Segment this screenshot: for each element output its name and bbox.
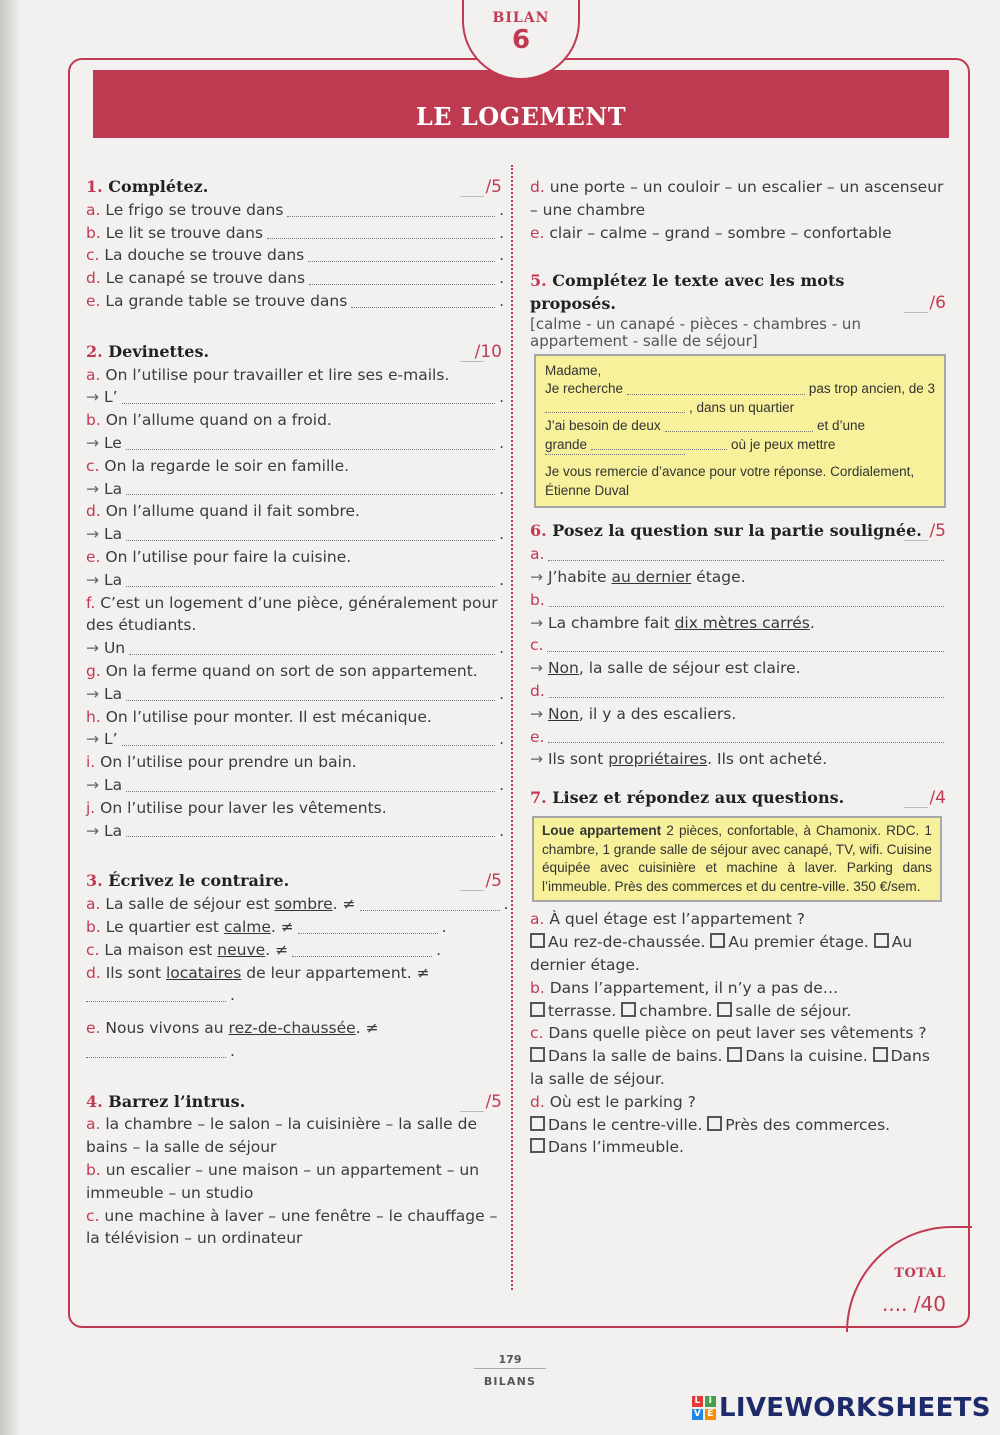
exercise-2-score: /10 <box>474 341 502 362</box>
ex3-answer-a[interactable] <box>360 910 500 911</box>
ex6-question-b[interactable] <box>549 606 944 607</box>
book-spine <box>0 0 18 1435</box>
ex2-answer-b[interactable] <box>126 449 495 450</box>
checkbox-icon <box>530 933 545 948</box>
checkbox-icon <box>530 1138 545 1153</box>
checkbox-icon <box>873 1047 888 1062</box>
ex4-item[interactable]: a. la chambre – le salon – la cuisinière – la salle de bains – la salle de séjour <box>86 1115 477 1157</box>
ex5-blank-1[interactable] <box>627 394 805 395</box>
ex2-answer-line: → Le . <box>86 433 504 452</box>
ex5-letter-box: Madame, Je recherche pas trop ancien, de 3 , dans un quartier J’ai besoin de deux et d’une grande où je peux mettre Je vous remercie d’avance pour votre réponse. Cordialement, Étienne Duval <box>534 354 946 509</box>
liveworksheets-logo-icon: L I V E <box>692 1396 716 1420</box>
ex1-answer-e[interactable] <box>351 307 495 308</box>
exercise-7-heading: 7. Lisez et répondez aux questions. /4 <box>530 788 946 809</box>
ex7-question-b: b. Dans l’appartement, il n’y a pas de… <box>530 978 839 997</box>
exercise-1-score: /5 <box>485 177 502 197</box>
exercise-5-heading: 5. Complétez le texte avec les mots proposés. /6 <box>530 271 946 314</box>
ex5-blank-5[interactable] <box>545 454 685 455</box>
ex2-answer-line: → La . <box>86 821 504 840</box>
checkbox-icon <box>874 933 889 948</box>
ex6-question-a[interactable] <box>548 560 944 561</box>
total-label: TOTAL <box>894 1266 946 1281</box>
checkbox-icon <box>710 933 725 948</box>
ex2-answer-line: → Un . <box>86 639 504 658</box>
exercise-6-heading: 6. Posez la question sur la partie soulignée. /5 <box>530 521 946 542</box>
ex3-item: d. Ils sont locataires de leur appartement. ≠ <box>86 963 430 982</box>
ex2-question: d. On l’allume quand il fait sombre. <box>86 502 360 521</box>
ex4-item[interactable]: b. un escalier – une maison – un appartement – un immeuble – un studio <box>86 1161 480 1202</box>
checkbox-option[interactable]: chambre. <box>621 1002 712 1020</box>
exercise-4-heading: 4. Barrez l’intrus. /5 <box>86 1091 502 1112</box>
ex2-question: i. On l’utilise pour prendre un bain. <box>86 753 357 772</box>
ex2-answer-h[interactable] <box>122 745 496 746</box>
checkbox-icon <box>717 1002 732 1017</box>
exercise-5 <box>530 270 948 508</box>
ex3-item: e. Nous vivons au rez-de-chaussée . ≠ <box>86 1019 379 1038</box>
ex6-answer: → Ils sont propriétaires. Ils ont acheté. <box>530 750 828 769</box>
exercise-1 <box>86 176 504 313</box>
ex1-answer-a[interactable] <box>287 216 495 217</box>
ex1-answer-b[interactable] <box>267 238 495 239</box>
bilan-label: BILAN <box>492 10 550 26</box>
ex3-item: a. La salle de séjour est sombre . ≠ . <box>86 895 509 914</box>
checkbox-icon <box>530 1002 545 1017</box>
ex7-options-a <box>530 931 948 977</box>
exercise-6: 6. Posez la question sur la partie soulignée. /5 a. → J’habite au dernier étage. b. → La chambre fait dix mètres carrés. c. → Non, la salle de séjour est claire. d. → Non, il y a des escaliers. e. → Ils sont propriétaires. Ils ont acheté. <box>530 520 948 771</box>
ex1-item: d. Le canapé se trouve dans . <box>86 269 504 288</box>
ex2-answer-line: → La . <box>86 570 504 589</box>
section-label: BILANS <box>483 1375 537 1388</box>
ex6-question-e[interactable] <box>548 742 944 743</box>
ex2-question: b. On l’allume quand on a froid. <box>86 411 332 430</box>
bilan-number: 6 <box>511 25 531 55</box>
left-column <box>86 176 509 1250</box>
ex2-answer-line: → L’ . <box>86 388 504 407</box>
exercise-7 <box>530 787 948 1159</box>
ex5-word-list: [calme - un canapé - pièces - chambres - un appartement - salle de séjour] <box>530 314 861 350</box>
ex2-answer-e[interactable] <box>126 586 495 587</box>
ex2-answer-line: → La . <box>86 775 504 794</box>
checkbox-icon <box>530 1116 545 1131</box>
ex2-answer-line: → La . <box>86 479 504 498</box>
ex2-question: e. On l’utilise pour faire la cuisine. <box>86 547 352 566</box>
exercise-2-heading: 2. Devinettes. /10 <box>86 341 502 362</box>
page-footer <box>460 1353 560 1388</box>
ex7-options-b <box>530 1000 948 1023</box>
ex6-answer: → Non, la salle de séjour est claire. <box>530 659 801 678</box>
ex2-answer-line: → La . <box>86 525 504 544</box>
checkbox-option[interactable]: Près des commerces. <box>707 1116 890 1134</box>
ex2-answer-j[interactable] <box>126 836 495 837</box>
ex2-answer-c[interactable] <box>126 494 495 495</box>
ex7-question-c: c. Dans quelle pièce on peut laver ses vêtements ? <box>530 1024 927 1043</box>
ex2-question: h. On l’utilise pour monter. Il est mécanique. <box>86 707 432 726</box>
ex2-answer-f[interactable] <box>129 654 495 655</box>
ex5-blank-4[interactable] <box>591 449 727 450</box>
ex1-item: b. Le lit se trouve dans . <box>86 223 504 242</box>
exercise-2 <box>86 341 504 843</box>
exercise-3-heading: 3. Écrivez le contraire. /5 <box>86 871 502 892</box>
exercise-6-score: /5 <box>929 521 946 542</box>
ex6-answer: → Non, il y a des escaliers. <box>530 704 737 723</box>
ex2-question: a. On l’utilise pour travailler et lire ses e-mails. <box>86 365 450 384</box>
ex2-question: c. On la regarde le soir en famille. <box>86 456 350 475</box>
ex5-blank-3[interactable] <box>665 431 813 432</box>
checkbox-option[interactable]: terrasse. <box>530 1002 616 1020</box>
page-number: 179 <box>474 1353 546 1369</box>
checkbox-option[interactable]: Au rez-de-chaussée. <box>530 933 705 951</box>
ex7-question-a: a. À quel étage est l’appartement ? <box>530 910 805 929</box>
checkbox-icon <box>707 1116 722 1131</box>
checkbox-option[interactable]: Dans la salle de bains. <box>530 1047 722 1065</box>
ex1-item: a. Le frigo se trouve dans . <box>86 200 504 219</box>
exercise-3 <box>86 870 509 1062</box>
ex3-answer-b[interactable] <box>298 933 438 934</box>
checkbox-option[interactable]: Au premier étage. <box>710 933 868 951</box>
exercise-3-score: /5 <box>485 871 502 892</box>
ex2-answer-d[interactable] <box>126 540 495 541</box>
liveworksheets-brand <box>692 1393 991 1423</box>
ex3-answer-d[interactable] <box>86 1001 226 1002</box>
right-column <box>530 176 948 1159</box>
ex2-answer-line: → L’ . <box>86 730 504 749</box>
ex2-answer-g[interactable] <box>126 700 495 701</box>
ex3-answer-line: . <box>86 984 504 1007</box>
ex6-question-c[interactable] <box>547 651 944 652</box>
ex2-answer-i[interactable] <box>126 791 495 792</box>
ex7-question-d: d. Où est le parking ? <box>530 1092 696 1111</box>
brand-text: LIVEWORKSHEETS <box>719 1393 991 1423</box>
exercise-4 <box>86 1091 504 1251</box>
ex3-item: b. Le quartier est calme . ≠ . <box>86 917 447 936</box>
ex1-item: c. La douche se trouve dans . <box>86 246 504 265</box>
ex3-answer-e[interactable] <box>86 1057 226 1058</box>
checkbox-icon <box>621 1002 636 1017</box>
ex6-answer: → La chambre fait dix mètres carrés. <box>530 613 815 632</box>
checkbox-option[interactable]: salle de séjour. <box>717 1002 851 1020</box>
checkbox-icon <box>530 1047 545 1062</box>
ex4-item[interactable]: c. une machine à laver – une fenêtre – le chauffage – la télévision – un ordinateur <box>86 1206 498 1248</box>
ex2-question: g. On la ferme quand on sort de son appartement. <box>86 661 478 680</box>
exercise-1-heading: 1. Complétez. /5 <box>86 177 502 197</box>
ex6-question-d[interactable] <box>549 697 944 698</box>
ex7-options-d <box>530 1114 948 1160</box>
ex1-answer-c[interactable] <box>308 261 495 262</box>
ex2-answer-line: → La . <box>86 684 504 703</box>
total-value: .... /40 <box>882 1292 946 1316</box>
checkbox-option[interactable]: Au dernier étage. <box>530 933 913 975</box>
ex3-item: c. La maison est neuve . ≠ . <box>86 940 442 959</box>
checkbox-option[interactable]: Dans le centre-ville. <box>530 1116 702 1134</box>
exercise-5-score: /6 <box>929 293 946 314</box>
ex1-answer-d[interactable] <box>309 284 495 285</box>
ex2-question: f. C’est un logement d’une pièce, généralement pour des étudiants. <box>86 593 498 635</box>
ex6-answer: → J’habite au dernier étage. <box>530 568 746 587</box>
checkbox-option[interactable]: Dans l’immeuble. <box>530 1138 684 1156</box>
ex3-answer-c[interactable] <box>292 956 432 957</box>
ex4-item[interactable]: d. une porte – un couloir – un escalier – un ascenseur – une chambre <box>530 178 944 219</box>
exercise-4-score: /5 <box>485 1091 502 1112</box>
ex2-question: j. On l’utilise pour laver les vêtements. <box>86 798 387 817</box>
checkbox-icon <box>727 1047 742 1062</box>
ex3-answer-line: . <box>86 1040 504 1063</box>
column-divider <box>511 165 513 1290</box>
ex1-item: e. La grande table se trouve dans . <box>86 291 504 310</box>
ex5-blank-2[interactable] <box>545 412 685 413</box>
ex7-options-c <box>530 1045 948 1091</box>
ex2-answer-a[interactable] <box>122 403 496 404</box>
ex7-ad-box: Loue appartement 2 pièces, confortable, à Chamonix. RDC. 1 chambre, 1 grande salle de séjour avec canapé, TV, wifi. Cuisine équipée avec cuisinière et machine à laver. Parking dans l’immeuble. Près des commerces et du centre-ville. 350 €/sem. <box>532 816 942 902</box>
checkbox-option[interactable]: Dans la salle de séjour. <box>530 1047 930 1088</box>
page-title: LE LOGEMENT <box>415 102 627 131</box>
title-banner <box>93 70 949 138</box>
ex4-item[interactable]: e. clair – calme – grand – sombre – confortable <box>530 223 892 242</box>
exercise-7-score: /4 <box>929 788 946 809</box>
checkbox-option[interactable]: Dans la cuisine. <box>727 1047 867 1065</box>
